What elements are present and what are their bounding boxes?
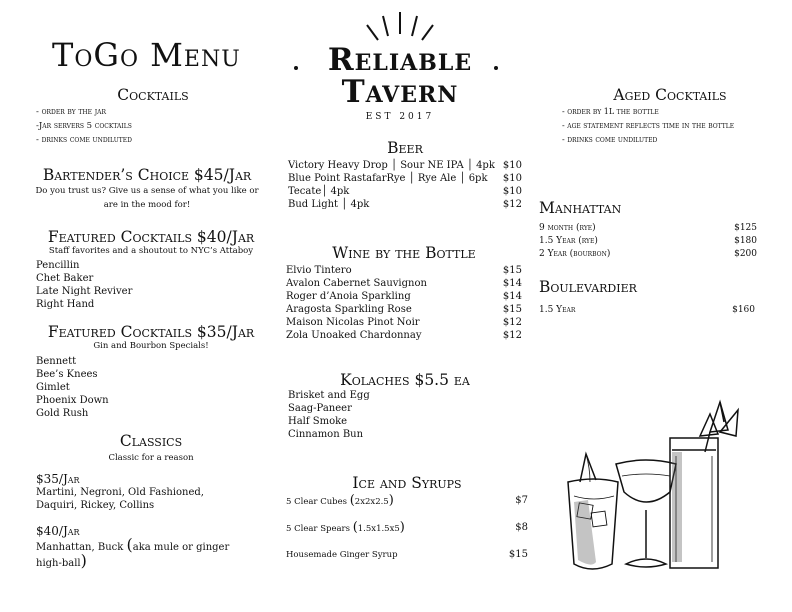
- list-item: Half Smoke: [288, 416, 348, 427]
- wine-row: [286, 316, 522, 329]
- wine-price: $12: [502, 317, 522, 328]
- beer-heading: Beer: [387, 139, 423, 157]
- wine-name: Maison Nicolas Pinot Noir: [286, 317, 420, 328]
- logo-dot-left-icon: [294, 66, 298, 70]
- boulevardier-heading: Boulevardier: [539, 278, 637, 296]
- classics-items-40-note: aka mule or ginger high-ball: [36, 542, 230, 569]
- wine-name: Avalon Cabernet Sauvignon: [286, 278, 427, 289]
- classics-price-35: $35/Jar: [36, 472, 80, 486]
- ice-detail: 1.5x1.5x5: [357, 524, 400, 534]
- classics-items-40: Manhattan, Buck: [36, 542, 124, 553]
- aged-bullet: - order by 1L the bottle: [562, 107, 659, 116]
- cocktails-bullet: -Jar servers 5 cocktails: [36, 121, 132, 131]
- manhattan-age: 1.5 Year (rye): [539, 236, 598, 246]
- ice-row: 5 Clear Cubes (2x2x2.5) $7: [286, 493, 528, 508]
- list-item: Gold Rush: [36, 408, 89, 419]
- wine-row: [286, 329, 522, 342]
- manhattan-price: $200: [734, 249, 757, 259]
- featured-40-note: Staff favorites and a shoutout to NYC’s Attaboy: [48, 246, 254, 256]
- bartender-choice-section: [32, 166, 262, 212]
- manhattan-section: [539, 199, 757, 261]
- ice-name: 5 Clear Cubes: [286, 497, 348, 507]
- cocktails-heading: Cocktails: [117, 86, 189, 104]
- wine-row: [286, 303, 522, 316]
- wine-price: $12: [502, 330, 522, 341]
- beer-price: $10: [502, 173, 522, 184]
- beer-price: $10: [502, 186, 522, 197]
- aged-bullet: - drinks come undiluted: [562, 135, 658, 144]
- beer-price: $10: [502, 160, 522, 171]
- manhattan-age: 2 Year (bourbon): [539, 249, 611, 259]
- boulevardier-row: [539, 304, 755, 317]
- beer-name: Bud Light: [288, 199, 339, 210]
- logo-est: EST 2017: [365, 112, 435, 122]
- beer-name: Blue Point RastafarRye: [288, 173, 406, 184]
- ice-row: [286, 548, 528, 562]
- wine-name: Aragosta Sparkling Rose: [286, 304, 412, 315]
- wine-heading: Wine by the Bottle: [332, 244, 476, 262]
- beer-section: [288, 139, 522, 211]
- aged-heading: Aged Cocktails: [613, 86, 727, 104]
- wine-section: [286, 244, 522, 342]
- featured-40-section: [36, 228, 266, 311]
- list-item: Bee’s Knees: [36, 369, 98, 380]
- ice-name: Housemade Ginger Syrup: [286, 550, 398, 560]
- manhattan-row: [539, 248, 757, 261]
- logo: [290, 8, 510, 128]
- beer-row: Tecate│ 4pk $10: [288, 186, 522, 197]
- boulevardier-section: [539, 278, 755, 317]
- ice-price: $8: [515, 522, 528, 533]
- kolaches-heading: Kolaches $5.5 ea: [340, 371, 470, 389]
- manhattan-heading: Manhattan: [539, 199, 622, 217]
- wine-name: Elvio Tintero: [286, 265, 352, 276]
- beer-row: Victory Heavy Drop │ Sour NE IPA │ 4pk $10: [288, 160, 522, 171]
- beer-price: $12: [502, 199, 522, 210]
- featured-35-section: [36, 323, 266, 420]
- beer-name: Victory Heavy Drop: [288, 160, 388, 171]
- list-item: Late Night Reviver: [36, 286, 133, 297]
- cocktails-bullet: - drinks come undiluted: [36, 135, 132, 145]
- manhattan-age: 9 month (rye): [539, 223, 596, 233]
- beer-pack: 6pk: [468, 173, 488, 184]
- featured-35-note: Gin and Bourbon Specials!: [93, 341, 209, 351]
- wine-row: [286, 277, 522, 290]
- classics-section: Classics Classic for a reason $35/Jar Martini, Negroni, Old Fashioned, Daquiri, Rickey, Collins $40/Jar Manhattan, Buck (aka mule or ginger high-ball): [36, 432, 266, 570]
- logo-dot-right-icon: [494, 66, 498, 70]
- ice-heading: Ice and Syrups: [352, 474, 462, 492]
- ice-section: [286, 474, 528, 562]
- boulevardier-price: $160: [732, 305, 755, 315]
- beer-row: Blue Point RastafarRye │ Rye Ale │ 6pk $10: [288, 173, 522, 184]
- cocktails-section: [36, 86, 270, 147]
- list-item: Saag-Paneer: [288, 403, 352, 414]
- wine-name: Zola Unoaked Chardonnay: [286, 330, 422, 341]
- boulevardier-age: 1.5 Year: [539, 305, 576, 315]
- featured-35-heading: Featured Cocktails $35/Jar: [47, 323, 255, 341]
- beer-style: Sour NE IPA: [400, 160, 464, 171]
- ice-name: 5 Clear Spears: [286, 524, 350, 534]
- ice-row: 5 Clear Spears (1.5x1.5x5) $8: [286, 520, 528, 535]
- beer-style: Rye Ale: [417, 173, 457, 184]
- classics-note: Classic for a reason: [108, 453, 194, 463]
- beer-row: Bud Light │ 4pk $12: [288, 199, 522, 210]
- ice-detail: 2x2x2.5: [354, 497, 389, 507]
- list-item: Pencillin: [36, 260, 80, 271]
- ice-price: $7: [515, 495, 528, 506]
- wine-price: $14: [502, 291, 522, 302]
- bartender-choice-heading: Bartender’s Choice $45/Jar: [42, 166, 252, 184]
- cocktail-glasses-illustration: [560, 392, 760, 592]
- wine-price: $14: [502, 278, 522, 289]
- wine-price: $15: [502, 304, 522, 315]
- list-item: Gimlet: [36, 382, 70, 393]
- list-item: Right Hand: [36, 299, 95, 310]
- manhattan-price: $125: [734, 223, 757, 233]
- beer-name: Tecate: [288, 186, 322, 197]
- wine-price: $15: [502, 265, 522, 276]
- manhattan-row: [539, 235, 757, 248]
- beer-pack: 4pk: [476, 160, 495, 171]
- featured-40-heading: Featured Cocktails $40/Jar: [47, 228, 255, 246]
- classics-price-40: $40/Jar: [36, 524, 80, 538]
- list-item: Bennett: [36, 356, 77, 367]
- beer-pack: 4pk: [330, 186, 350, 197]
- kolaches-section: [288, 371, 522, 441]
- menu-title: ToGo Menu: [52, 36, 241, 74]
- logo-line2: Tavern: [341, 74, 459, 110]
- manhattan-row: [539, 222, 757, 235]
- list-item: Brisket and Egg: [288, 390, 370, 401]
- wine-row: [286, 264, 522, 277]
- manhattan-price: $180: [734, 236, 757, 246]
- aged-bullet: - age statement reflects time in the bottle: [562, 121, 735, 130]
- list-item: Phoenix Down: [36, 395, 109, 406]
- bartender-choice-note: Do you trust us? Give us a sense of what you like or are in the mood for!: [35, 186, 259, 210]
- list-item: Chet Baker: [36, 273, 94, 284]
- classics-heading: Classics: [119, 432, 183, 450]
- cocktails-bullet: - order by the jar: [36, 107, 106, 117]
- beer-pack: 4pk: [350, 199, 370, 210]
- wine-name: Roger d’Anoia Sparkling: [286, 291, 411, 302]
- list-item: Cinnamon Bun: [288, 429, 364, 440]
- logo-line1: Reliable: [327, 42, 473, 78]
- classics-items-35: Martini, Negroni, Old Fashioned, Daquiri, Rickey, Collins: [36, 487, 204, 511]
- wine-row: [286, 290, 522, 303]
- aged-section: [562, 86, 784, 147]
- ice-price: $15: [508, 549, 528, 560]
